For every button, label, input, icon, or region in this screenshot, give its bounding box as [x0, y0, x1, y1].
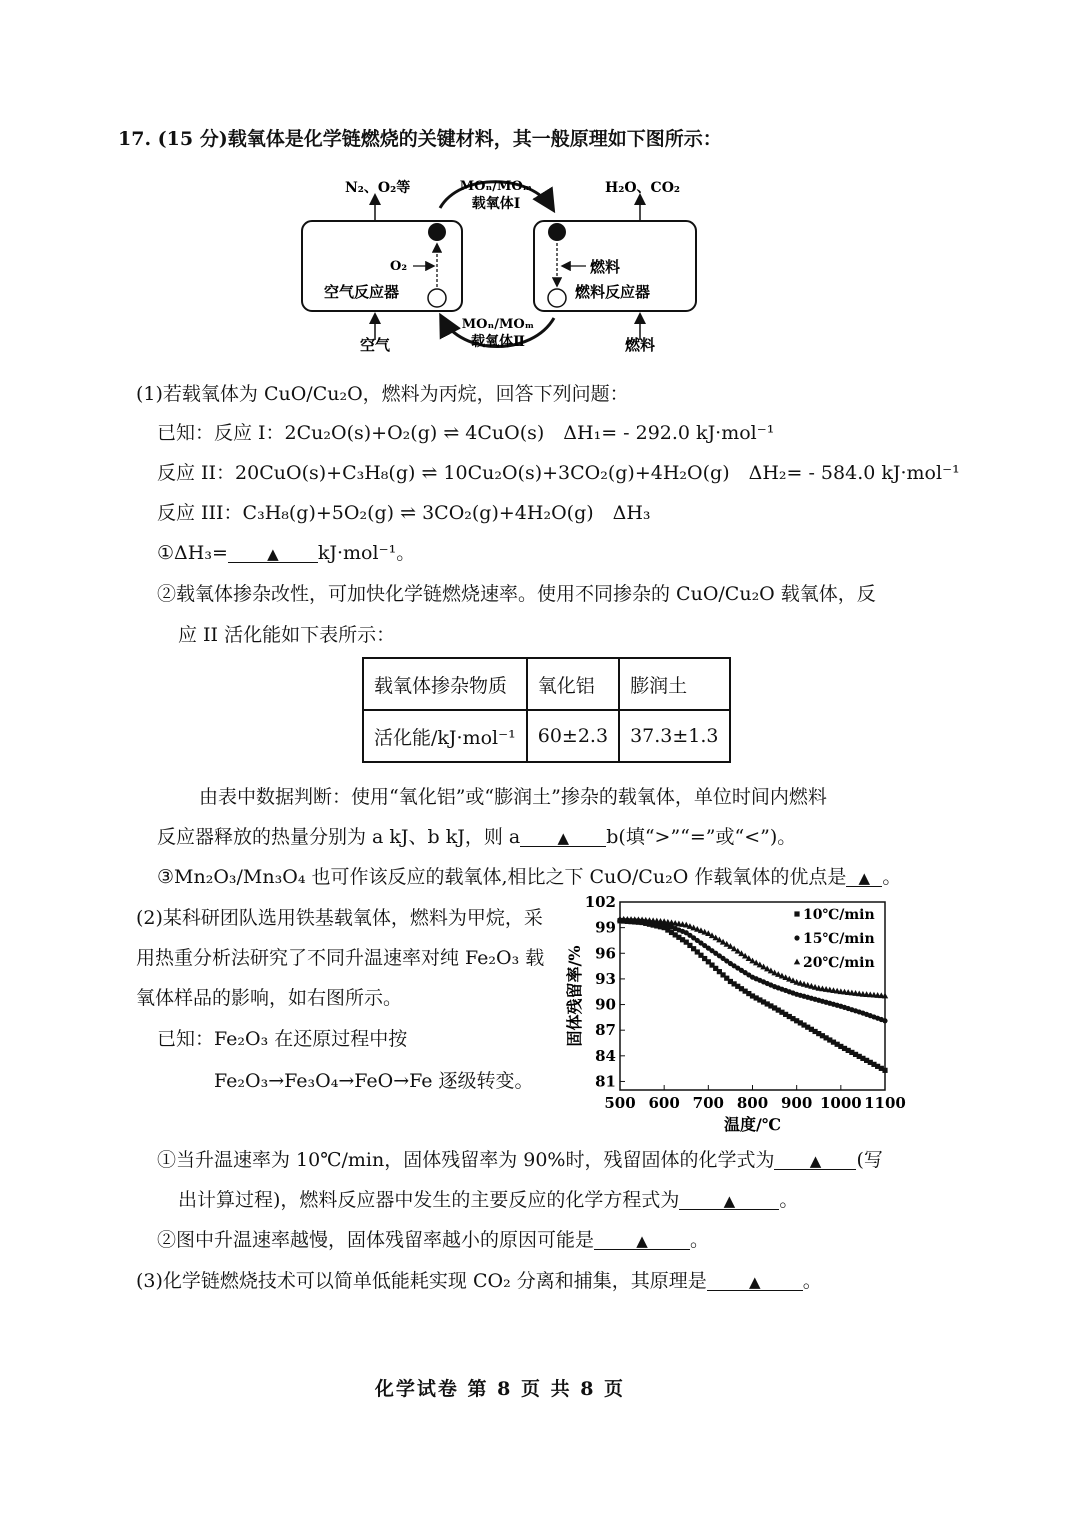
x-tick-label: 1100 — [864, 1094, 906, 1112]
reaction-3: 反应 III：C₃H₈(g)+5O₂(g) ⇌ 3CO₂(g)+4H₂O(g) ΔH₃ — [157, 502, 651, 524]
data-point-circle — [882, 1018, 887, 1023]
part1-q3-prefix: ③Mn₂O₃/Mn₃O₄ 也可作该反应的载氧体,相比之下 CuO/Cu₂O 作载氧体的优点是 — [157, 866, 847, 888]
air-reactor-label: 空气反应器 — [324, 283, 400, 301]
part1-q1-suffix: kJ·mol⁻¹。 — [317, 542, 416, 564]
part2-line1: (2)某科研团队选用铁基载氧体，燃料为甲烷，采 — [136, 907, 543, 929]
part1-q2-line2: 应 II 活化能如下表所示： — [178, 624, 396, 646]
x-tick-label: 500 — [604, 1094, 636, 1112]
part2-q2-prefix: ②图中升温速率越慢，固体残留率越小的原因可能是 — [157, 1229, 595, 1251]
judge-line1: 由表中数据判断：使用“氧化铝”或“膨润土”掺杂的载氧体，单位时间内燃料 — [199, 786, 827, 808]
part2-q1-line1-suffix: (写 — [856, 1149, 883, 1171]
blank-mark: ▲ — [858, 869, 871, 887]
x-tick-label: 700 — [692, 1094, 724, 1112]
data-point-circle — [794, 935, 799, 940]
part2-q1-line2-suffix: 。 — [779, 1189, 799, 1211]
answer-blank-principle[interactable] — [707, 1268, 803, 1291]
top-left-output-label: N₂、O₂等 — [345, 180, 411, 196]
blank-mark: ▲ — [636, 1232, 648, 1250]
part2-q2-suffix: 。 — [690, 1229, 710, 1251]
legend-label: 20℃/min — [803, 955, 875, 971]
x-tick-label: 900 — [781, 1094, 813, 1112]
part1-q3-suffix: 。 — [882, 866, 902, 888]
carrier-top-formula: MOₙ/MOₘ — [459, 179, 533, 194]
part2-line2: 用热重分析法研究了不同升温速率对纯 Fe₂O₃ 载 — [136, 947, 545, 969]
carrier-bottom-name: 载氧体Ⅱ — [471, 334, 525, 350]
table-cell: 活化能/kJ·mol⁻¹ — [363, 710, 527, 762]
chemical-looping-diagram — [290, 168, 710, 358]
air-input-label: 空气 — [360, 336, 391, 354]
activation-energy-table — [362, 657, 731, 763]
table-cell: 60±2.3 — [527, 710, 619, 762]
part2-q1-line1-prefix: ①当升温速率为 10℃/min，固体残留率为 90%时，残留固体的化学式为 — [157, 1149, 775, 1171]
table-header-cell: 氧化铝 — [527, 658, 619, 710]
fuel-bottom-input-label: 燃料 — [625, 336, 656, 354]
carrier-top-name: 载氧体Ⅰ — [471, 196, 521, 212]
part2-line3: 氧体样品的影响，如右图所示。 — [136, 987, 403, 1009]
table-header-row — [363, 658, 730, 710]
y-tick-label: 99 — [595, 918, 616, 937]
table-header-cell: 膨润土 — [619, 658, 729, 710]
part2-q1-line2 — [178, 1187, 798, 1213]
oxidized-carrier-dot-left — [428, 223, 446, 241]
carrier-bottom-formula: MOₙ/MOₘ — [461, 317, 535, 332]
part2-q1-line1 — [157, 1147, 883, 1173]
fuel-reactor-label: 燃料反应器 — [575, 283, 651, 301]
oxygen-input-label: O₂ — [390, 259, 408, 274]
blank-mark: ▲ — [748, 1273, 761, 1291]
answer-blank-compare[interactable] — [520, 824, 606, 847]
legend-label: 15℃/min — [803, 931, 875, 947]
table-row — [363, 710, 730, 762]
answer-blank-advantage[interactable] — [846, 864, 882, 887]
part1-q1 — [157, 540, 415, 566]
table-header-cell: 载氧体掺杂物质 — [363, 658, 527, 710]
x-tick-label: 600 — [648, 1094, 680, 1112]
x-tick-label: 800 — [736, 1094, 769, 1112]
data-point-square — [794, 911, 799, 916]
data-point-square — [882, 1068, 887, 1073]
answer-blank-reason[interactable] — [594, 1227, 690, 1250]
judge-line2-suffix: b(填“>”“=”或“<”)。 — [606, 826, 797, 848]
answer-blank-equation[interactable] — [679, 1187, 779, 1210]
tga-chart — [558, 888, 908, 1138]
part2-known1: 已知：Fe₂O₃ 在还原过程中按 — [157, 1028, 408, 1050]
part1-q1-prefix: ①ΔH₃= — [157, 542, 228, 564]
y-tick-label: 96 — [595, 944, 616, 963]
judge-line2-prefix: 反应器释放的热量分别为 a kJ、b kJ，则 a — [157, 826, 521, 848]
reduced-carrier-dot-right — [548, 289, 566, 307]
blank-mark: ▲ — [723, 1192, 736, 1210]
judge-line2 — [157, 824, 796, 850]
reduced-carrier-dot-left — [428, 289, 446, 307]
part1-q3 — [157, 864, 901, 890]
part2-q2 — [157, 1227, 709, 1253]
y-tick-label: 93 — [595, 969, 616, 988]
y-tick-label: 90 — [595, 995, 616, 1014]
page-footer: 化学试卷 第 8 页 共 8 页 — [374, 1378, 626, 1400]
y-axis-label: 固体残留率/% — [565, 945, 584, 1047]
part3 — [136, 1268, 822, 1294]
part2-q1-line2-prefix: 出计算过程)，燃料反应器中发生的主要反应的化学方程式为 — [178, 1189, 680, 1211]
answer-blank-dh3[interactable] — [228, 540, 318, 563]
y-tick-label: 84 — [595, 1046, 616, 1065]
part2-known2: Fe₂O₃→Fe₃O₄→FeO→Fe 逐级转变。 — [214, 1070, 534, 1092]
fuel-input-label: 燃料 — [590, 258, 621, 276]
part3-suffix: 。 — [802, 1270, 822, 1292]
x-tick-label: 1000 — [819, 1094, 862, 1112]
legend-label: 10℃/min — [803, 907, 875, 923]
part1-intro: (1)若载氧体为 CuO/Cu₂O，燃料为丙烷，回答下列问题： — [136, 383, 629, 405]
oxidized-carrier-dot-right — [548, 223, 566, 241]
blank-mark: ▲ — [267, 545, 279, 563]
blank-mark: ▲ — [809, 1152, 822, 1170]
data-point-triangle — [794, 959, 800, 965]
y-tick-label: 102 — [584, 893, 616, 911]
part1-q2-line1: ②载氧体掺杂改性，可加快化学链燃烧速率。使用不同掺杂的 CuO/Cu₂O 载氧体，反 — [157, 583, 876, 605]
y-tick-label: 87 — [595, 1021, 616, 1040]
reaction-1: 已知：反应 I：2Cu₂O(s)+O₂(g) ⇌ 4CuO(s) ΔH₁= - 292.0 kJ·mol⁻¹ — [157, 422, 775, 444]
answer-blank-formula[interactable] — [774, 1147, 856, 1170]
table-cell: 37.3±1.3 — [619, 710, 729, 762]
reaction-2: 反应 II：20CuO(s)+C₃H₈(g) ⇌ 10Cu₂O(s)+3CO₂(g)+4H₂O(g) ΔH₂= - 584.0 kJ·mol⁻¹ — [157, 462, 960, 484]
blank-mark: ▲ — [557, 829, 570, 847]
y-tick-label: 81 — [595, 1072, 616, 1091]
top-right-output-label: H₂O、CO₂ — [605, 180, 681, 196]
question-17-header: 17. (15 分)载氧体是化学链燃烧的关键材料，其一般原理如下图所示： — [118, 128, 722, 150]
x-axis-label: 温度/℃ — [723, 1115, 782, 1134]
part3-prefix: (3)化学链燃烧技术可以简单低能耗实现 CO₂ 分离和捕集，其原理是 — [136, 1270, 707, 1292]
